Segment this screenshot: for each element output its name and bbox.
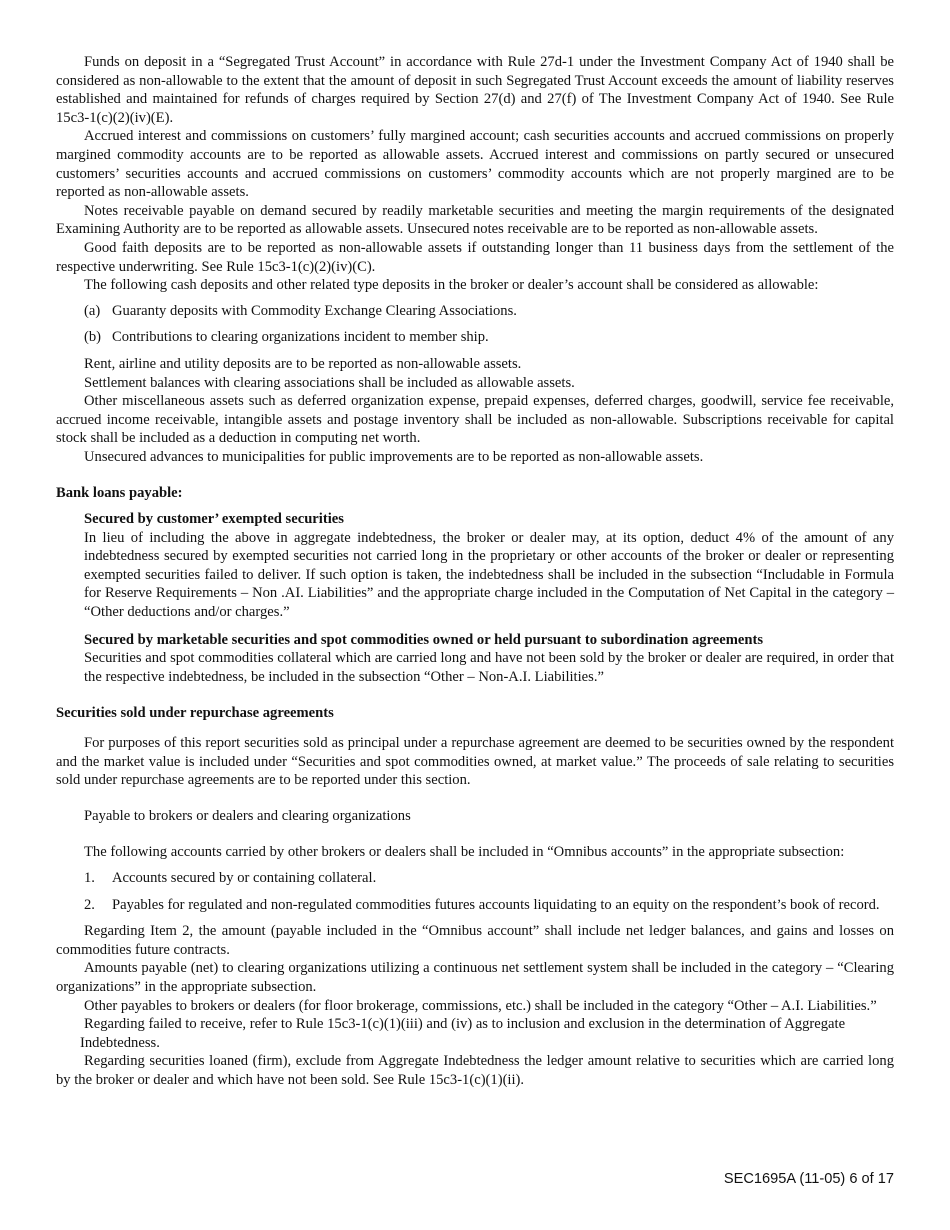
list-item	[84, 896, 894, 915]
list-item-text: Payables for regulated and non-regulated commodities futures accounts liquidating to an equity on the respondent’s book of record.	[112, 896, 880, 913]
list-item-label: 1.	[84, 869, 95, 886]
paragraph-cash-deposits-intro: The following cash deposits and other related type deposits in the broker or dealer’s account shall be considered as allowable:	[84, 277, 819, 294]
paragraph-omnibus-intro: The following accounts carried by other brokers or dealers shall be included in “Omnibus accounts” in the appropriate subsection:	[84, 844, 845, 861]
list-item-text: Accounts secured by or containing collateral.	[112, 869, 377, 886]
deposit-list	[84, 302, 894, 347]
paragraph-amounts-payable-net: Amounts payable (net) to clearing organizations utilizing a continuous net settlement system shall be included in the category – “Clearing organizations” in the appropriate subsection.	[56, 960, 894, 995]
paragraph-segregated-trust: Funds on deposit in a “Segregated Trust Account” in accordance with Rule 27d-1 under the Investment Company Act of 1940 shall be considered as non-allowable to the extent that the amount of deposit in such Segregated Trust Account exceeds the amount of liability reserves established and maintained for refunds of charges required by Section 27(d) and 27(f) of The Investment Company Act of 1940. See Rule 15c3-1(c)(2)(iv)(E).	[56, 54, 894, 126]
paragraph-good-faith-deposits: Good faith deposits are to be reported as non-allowable assets if outstanding longer than 11 business days from the settlement of the respective underwriting. See Rule 15c3-1(c)(2)(iv)(C).	[56, 239, 894, 275]
list-item-label: (a)	[84, 302, 101, 319]
omnibus-list	[84, 869, 894, 914]
paragraph-rent-deposits: Rent, airline and utility deposits are to be reported as non-allowable assets.	[84, 355, 522, 372]
paragraph-marketable-securities: Securities and spot commodities collateral which are carried long and have not been sold by the broker or dealer are required, in order that the respective indebtedness, be included in the subsection “Other – Non-A.I. Liabilities.”	[84, 650, 894, 685]
paragraph-securities-loaned: Regarding securities loaned (firm), exclude from Aggregate Indebtedness the ledger amount relative to securities which are carried long by the broker or dealer and which have not been sold. See Rule 15c3-1(c)(1)(ii).	[56, 1053, 894, 1088]
heading-bank-loans-payable: Bank loans payable:	[56, 485, 183, 502]
list-item-label: (b)	[84, 329, 102, 346]
list-item-label: 2.	[84, 896, 95, 913]
list-item	[84, 328, 894, 347]
heading-payable-brokers-dealers: Payable to brokers or dealers and clearing organizations	[84, 807, 411, 824]
paragraph-regarding-item-2: Regarding Item 2, the amount (payable included in the “Omnibus account” shall include net ledger balances, and gains and losses on commodities future contracts.	[56, 923, 894, 958]
paragraph-miscellaneous-assets: Other miscellaneous assets such as deferred organization expense, prepaid expenses, deferred charges, goodwill, service fee receivable, accrued income receivable, intangible assets and postage inventory shall be included as non-allowable. Subscriptions receivable for capital stock shall be included as a deduction in computing net worth.	[56, 393, 894, 447]
list-item-text: Contributions to clearing organizations incident to member ship.	[112, 329, 489, 346]
paragraph-customer-exempted-securities: In lieu of including the above in aggregate indebtedness, the broker or dealer may, at its option, deduct 4% of the amount of any indebtedness secured by exempted securities not carried long in the proprietary or other accounts of the broker or dealer or representing exempted securities failed to deliver. If such option is taken, the indebtedness shall be included in the subsection “Includable in Formula for Reserve Requirements – Non .AI. Liabilities” and the appropriate charge included in the Computation of Net Capital in the category – “Other deductions and/or charges.”	[84, 529, 894, 621]
bank-loans-section	[84, 510, 894, 686]
form-id: SEC1695A (11-05)	[723, 1171, 846, 1187]
list-item	[84, 869, 894, 888]
page-number: 6 of 17	[849, 1171, 894, 1187]
subheading-marketable-securities: Secured by marketable securities and spot commodities owned or held pursuant to subordination agreements	[84, 631, 764, 648]
heading-repurchase-agreements: Securities sold under repurchase agreements	[56, 705, 334, 722]
paragraph-failed-to-receive: Regarding failed to receive, refer to Rule 15c3-1(c)(1)(iii) and (iv) as to inclusion and exclusion in the determination of Aggregate Indebtedness.	[80, 1016, 846, 1051]
paragraph-accrued-interest: Accrued interest and commissions on customers’ fully margined account; cash securities accounts and accrued commissions on properly margined commodity accounts are to be reported as allowable assets. Accrued interest and commissions on partly secured or unsecured customers’ securities accounts and accrued commissions on customers’ commodity accounts which are not properly margined are to be reported as non-allowable assets.	[56, 128, 894, 201]
paragraph-notes-receivable: Notes receivable payable on demand secured by readily marketable securities and meeting the margin requirements of the designated Examining Authority are to be reported as allowable assets. Unsecured notes receivable are to be reported as non-allowable assets.	[56, 202, 894, 238]
paragraph-unsecured-advances: Unsecured advances to municipalities for public improvements are to be reported as non-allowable assets.	[84, 448, 704, 465]
paragraph-repurchase-agreements: For purposes of this report securities sold as principal under a repurchase agreement are deemed to be securities owned by the respondent and the market value is included under “Securities and spot commodities owned, at market value.” The proceeds of sale relating to securities sold under repurchase agreements are to be reported under this section.	[56, 735, 894, 789]
paragraph-other-payables: Other payables to brokers or dealers (for floor brokerage, commissions, etc.) shall be included in the category “Other – A.I. Liabilities.”	[84, 997, 877, 1014]
page-footer	[724, 1170, 894, 1189]
subheading-customer-exempted-securities: Secured by customer’ exempted securities	[84, 511, 344, 528]
paragraph-settlement-balances: Settlement balances with clearing associations shall be included as allowable assets.	[84, 374, 575, 391]
list-item-text: Guaranty deposits with Commodity Exchange Clearing Associations.	[112, 302, 517, 319]
list-item	[84, 302, 894, 321]
